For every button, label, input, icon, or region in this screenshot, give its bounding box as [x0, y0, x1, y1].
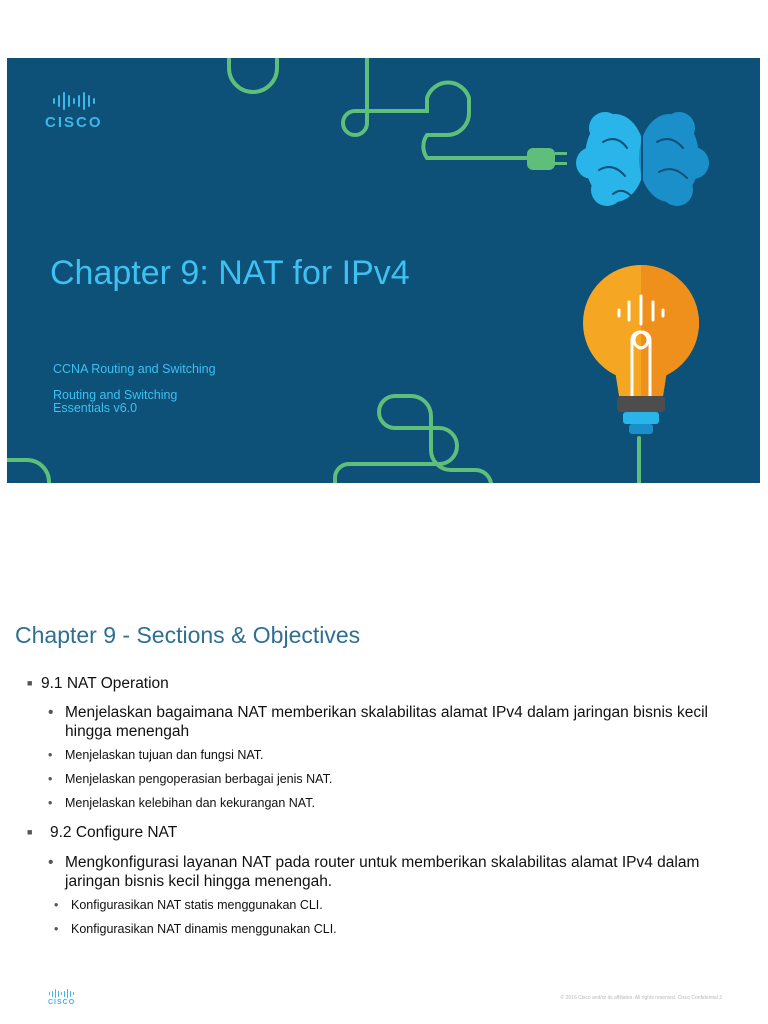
- section-label: 9.1 NAT Operation: [41, 675, 169, 692]
- section-item: [27, 674, 169, 693]
- sub-objective-item: [48, 796, 315, 811]
- sub-objective-text: Menjelaskan pengoperasian berbagai jenis NAT.: [65, 772, 333, 786]
- dot-bullet-icon: •: [54, 898, 59, 912]
- cisco-wordmark: CISCO: [48, 999, 76, 1006]
- sub-objective-item: [48, 772, 333, 787]
- footer-cisco-logo: [48, 989, 75, 1006]
- cisco-wordmark: CISCO: [45, 114, 103, 131]
- objective-text: Menjelaskan bagaimana NAT memberikan skalabilitas alamat IPv4 dalam jaringan bisnis kecil hingga menengah: [65, 704, 708, 740]
- brain-icon: [576, 112, 709, 206]
- sub-objective-text: Konfigurasikan NAT dinamis menggunakan CLI.: [71, 922, 337, 936]
- dot-bullet-icon: •: [48, 796, 53, 810]
- cisco-bars-icon: [45, 92, 103, 110]
- square-bullet-icon: ■: [27, 827, 33, 837]
- title-slide: [7, 58, 760, 483]
- cisco-logo: [45, 92, 103, 131]
- dot-bullet-icon: •: [48, 854, 54, 871]
- course-module: Routing and Switching Essentials v6.0: [53, 388, 178, 415]
- sub-objective-text: Menjelaskan kelebihan dan kekurangan NAT.: [65, 796, 315, 810]
- copyright-footer: © 2016 Cisco and/or its affiliates. All rights reserved. Cisco Confidential 2: [560, 995, 722, 1001]
- objective-item: [48, 703, 735, 741]
- objective-text: Mengkonfigurasi layanan NAT pada router untuk memberikan skalabilitas alamat IPv4 dalam jaringan bisnis kecil hingga menengah.: [65, 854, 700, 890]
- dot-bullet-icon: •: [54, 922, 59, 936]
- sub-objective-text: Konfigurasikan NAT statis menggunakan CLI.: [71, 898, 323, 912]
- lightbulb-icon: [583, 265, 699, 434]
- objectives-title: Chapter 9 - Sections & Objectives: [15, 622, 361, 648]
- sub-objective-text: Menjelaskan tujuan dan fungsi NAT.: [65, 748, 264, 762]
- plug-icon: [527, 148, 567, 170]
- sub-objective-item: [48, 748, 264, 763]
- dot-bullet-icon: •: [48, 704, 54, 721]
- section-item: [27, 823, 178, 842]
- objective-item: [48, 853, 735, 891]
- square-bullet-icon: ■: [27, 678, 33, 688]
- sub-objective-item: [54, 922, 337, 937]
- dot-bullet-icon: •: [48, 748, 53, 762]
- cisco-bars-icon: [48, 989, 75, 998]
- dot-bullet-icon: •: [48, 772, 53, 786]
- slide-title: Chapter 9: NAT for IPv4: [50, 254, 410, 292]
- course-name: CCNA Routing and Switching: [53, 362, 216, 376]
- sub-objective-item: [54, 898, 323, 913]
- section-label: 9.2 Configure NAT: [50, 824, 178, 841]
